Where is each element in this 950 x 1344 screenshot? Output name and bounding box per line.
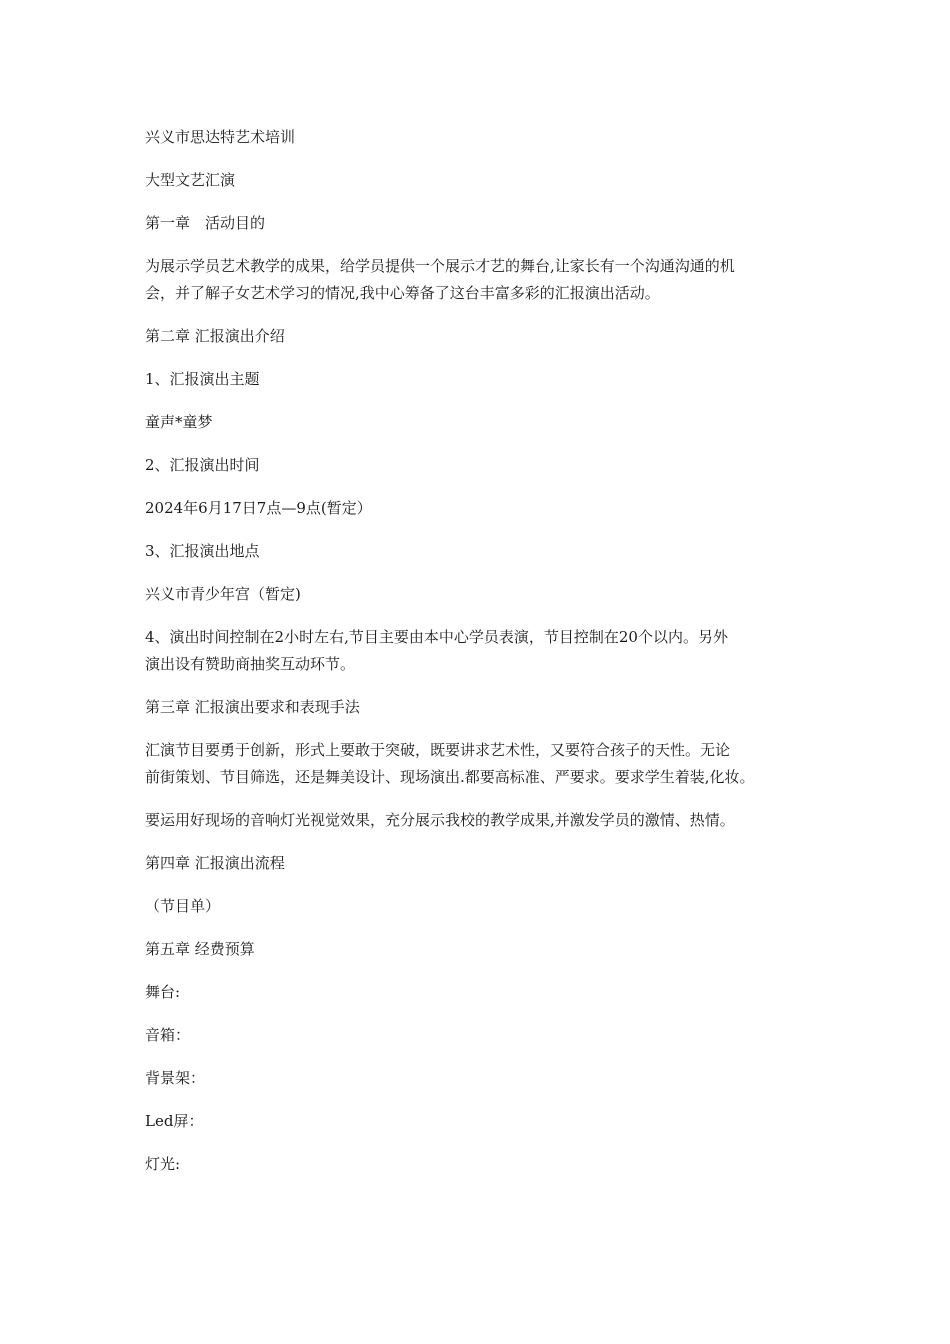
item-4-paragraph — [145, 624, 820, 678]
budget-item-stage: 舞台: — [145, 983, 181, 1001]
budget-item-backdrop: 背景架： — [145, 1069, 206, 1087]
document-body — [145, 124, 820, 1194]
item-4-line2: 演出设有赞助商抽奖互动环节。 — [145, 655, 356, 673]
item-3-label: 3、汇报演出地点 — [145, 542, 260, 560]
chapter-1-body-line2: 会，并了解子女艺术学习的情况,我中心筹备了这台丰富多彩的汇报演出活动。 — [145, 284, 660, 302]
chapter-3-body-line1: 汇演节目要勇于创新，形式上要敢于突破，既要讲求艺术性，又要符合孩子的天性。无论 — [145, 741, 731, 759]
chapter-3-body-2: 要运用好现场的音响灯光视觉效果，充分展示我校的教学成果,并激发学员的激情、热情。 — [145, 811, 735, 829]
chapter-1-body — [145, 253, 820, 307]
chapter-5-heading: 第五章 经费预算 — [145, 940, 255, 958]
budget-item-led: Led屏： — [145, 1112, 204, 1130]
item-1-value: 童声*童梦 — [145, 413, 213, 431]
chapter-1-heading: 第一章 活动目的 — [145, 214, 266, 232]
budget-item-lighting: 灯光: — [145, 1155, 181, 1173]
item-1-label: 1、汇报演出主题 — [145, 370, 260, 388]
item-2-label: 2、汇报演出时间 — [145, 456, 260, 474]
document-title-line1: 兴义市思达特艺术培训 — [145, 128, 296, 146]
chapter-1-body-line1: 为展示学员艺术教学的成果，给学员提供一个展示才艺的舞台,让家长有一个沟通沟通的机 — [145, 257, 735, 275]
item-4-line1: 4、演出时间控制在2小时左右,节目主要由本中心学员表演，节目控制在20个以内。另外 — [145, 628, 728, 646]
chapter-4-heading: 第四章 汇报演出流程 — [145, 854, 285, 872]
chapter-2-heading: 第二章 汇报演出介绍 — [145, 327, 285, 345]
item-3-value: 兴义市青少年宫（暂定) — [145, 585, 301, 603]
chapter-3-body-line2: 前街策划、节目筛选，还是舞美设计、现场演出.都要高标准、严要求。要求学生着装,化妆。 — [145, 768, 755, 786]
item-2-value: 2024年6月17日7点—9点(暂定） — [145, 499, 372, 517]
chapter-3-heading: 第三章 汇报演出要求和表现手法 — [145, 698, 360, 716]
chapter-4-body: （节目单） — [145, 897, 221, 915]
document-title-line2: 大型文艺汇演 — [145, 171, 236, 189]
chapter-3-body — [145, 737, 820, 791]
budget-item-speakers: 音箱： — [145, 1026, 191, 1044]
